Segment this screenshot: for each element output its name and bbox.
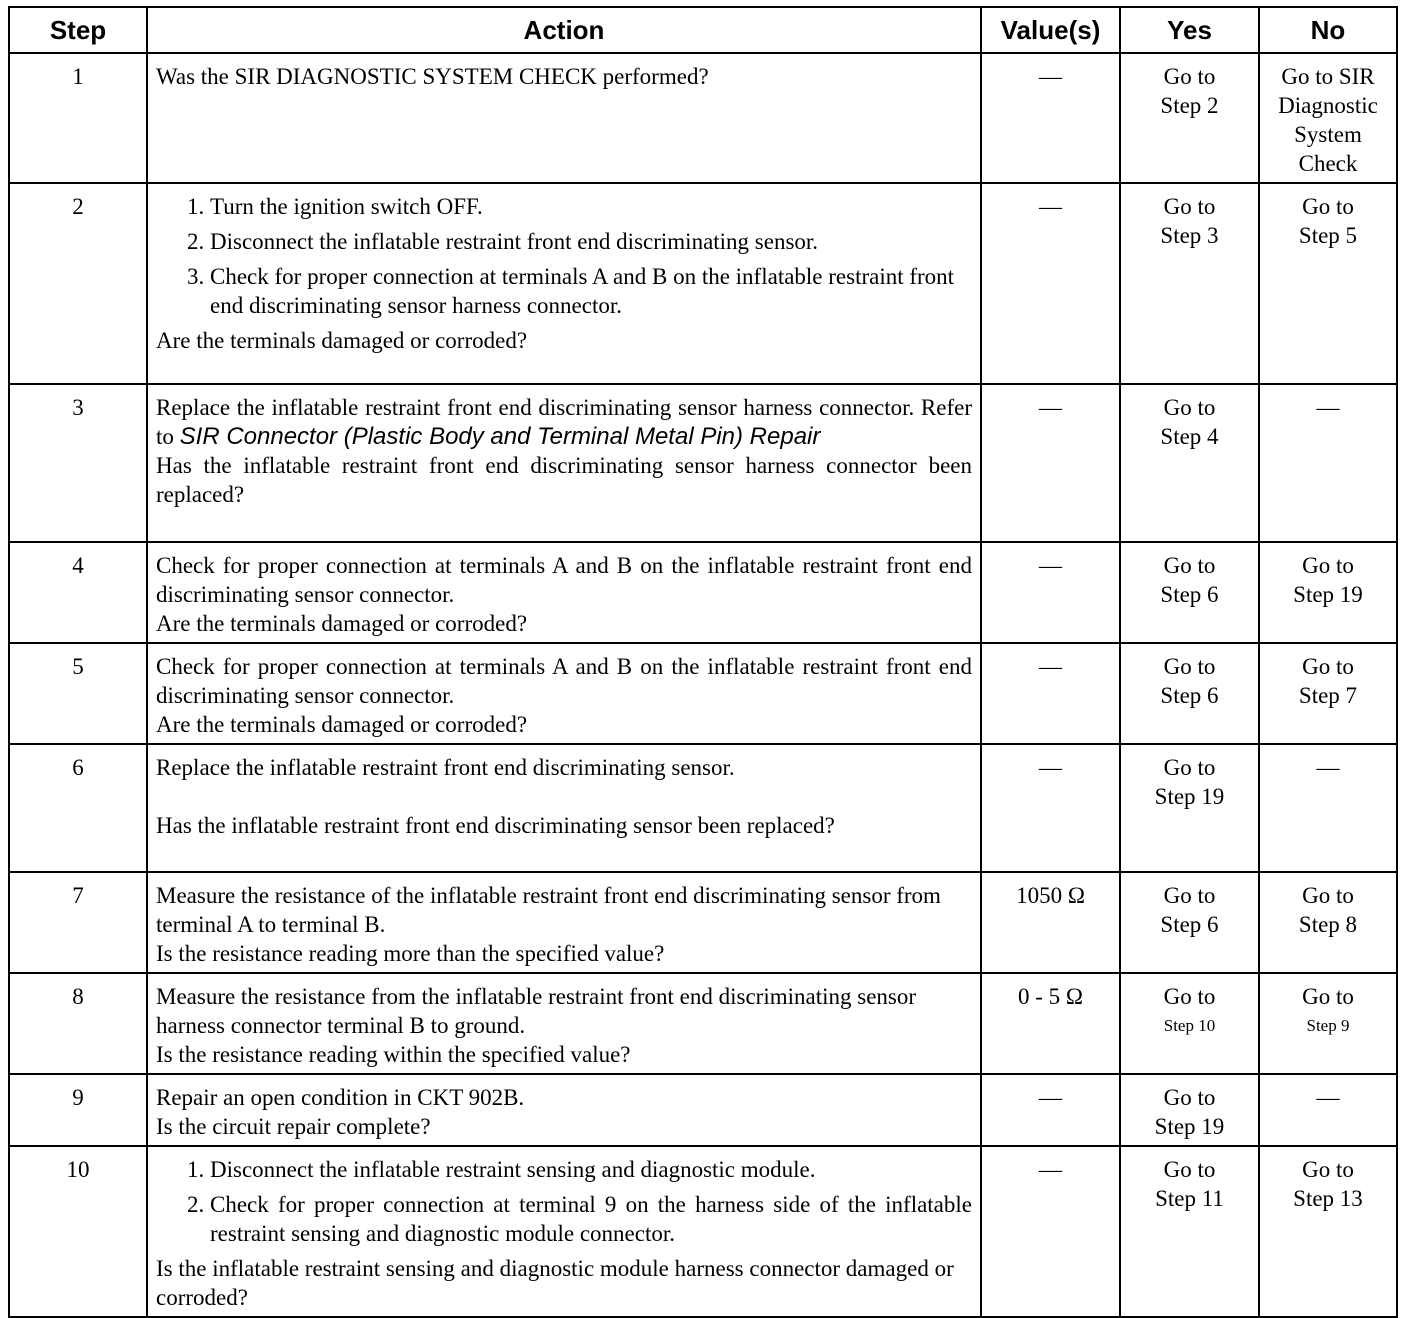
yes-line: Step 6 <box>1160 582 1219 607</box>
no-line: Go to SIR <box>1281 64 1375 89</box>
step-number: 8 <box>9 973 147 1074</box>
header-no: No <box>1259 7 1397 53</box>
yes-line: Step 11 <box>1155 1186 1224 1211</box>
action-question: Are the terminals damaged or corroded? <box>156 712 528 737</box>
header-values: Value(s) <box>981 7 1120 53</box>
action-cell <box>147 1074 981 1146</box>
action-cell <box>147 973 981 1074</box>
value-cell: 1050 Ω <box>981 872 1120 973</box>
yes-line: Step 19 <box>1154 1114 1225 1139</box>
no-cell <box>1259 53 1397 183</box>
no-cell <box>1259 1146 1397 1317</box>
step-number: 5 <box>9 643 147 744</box>
table-row <box>9 744 1397 872</box>
yes-line: Step 6 <box>1160 912 1219 937</box>
yes-line: Step 19 <box>1154 784 1225 809</box>
step-number: 7 <box>9 872 147 973</box>
table-row <box>9 384 1397 542</box>
no-line: Diagnostic <box>1278 93 1378 118</box>
no-line: Step 9 <box>1306 1016 1350 1035</box>
no-line: — <box>1316 755 1340 780</box>
action-cell <box>147 542 981 643</box>
step-number: 3 <box>9 384 147 542</box>
no-line: Step 7 <box>1298 683 1358 708</box>
action-cell <box>147 872 981 973</box>
table-row <box>9 1074 1397 1146</box>
action-text: Was the SIR DIAGNOSTIC SYSTEM CHECK performed? <box>156 64 709 89</box>
action-text: Repair an open condition in CKT 902B. <box>156 1085 525 1110</box>
no-line: Check <box>1298 151 1358 176</box>
yes-line: Go to <box>1163 1085 1216 1110</box>
diagnostic-table <box>8 6 1398 1318</box>
action-text: Check for proper connection at terminals A and B on the inflatable restraint front end discriminating sensor connector. <box>156 553 972 607</box>
step-number: 9 <box>9 1074 147 1146</box>
table-row <box>9 1146 1397 1317</box>
yes-cell <box>1120 53 1259 183</box>
value-cell: — <box>981 1146 1120 1317</box>
yes-cell <box>1120 643 1259 744</box>
no-cell <box>1259 744 1397 872</box>
header-action: Action <box>147 7 981 53</box>
value-cell: — <box>981 384 1120 542</box>
step-number: 2 <box>9 183 147 384</box>
table-row <box>9 542 1397 643</box>
table-row <box>9 53 1397 183</box>
action-step-item: 1. Turn the ignition switch OFF. <box>210 192 972 221</box>
value-cell: — <box>981 542 1120 643</box>
yes-line: Go to <box>1163 984 1216 1009</box>
no-line: Step 5 <box>1298 223 1358 248</box>
yes-cell <box>1120 183 1259 384</box>
action-text: Replace the inflatable restraint front end discriminating sensor. <box>156 755 735 780</box>
action-step-item: 2. Check for proper connection at terminal 9 on the harness side of the inflatable restraint sensing and diagnostic module connector. <box>210 1190 972 1248</box>
table-row <box>9 973 1397 1074</box>
action-text: Measure the resistance of the inflatable restraint front end discriminating sensor from terminal A to terminal B. <box>156 883 941 937</box>
no-line: — <box>1316 1085 1340 1110</box>
no-line: System <box>1294 122 1362 147</box>
yes-cell <box>1120 872 1259 973</box>
action-cell <box>147 384 981 542</box>
action-text: Check for proper connection at terminals A and B on the inflatable restraint front end discriminating sensor connector. <box>156 654 972 708</box>
no-line: Go to <box>1302 654 1354 679</box>
value-cell: — <box>981 1074 1120 1146</box>
header-yes: Yes <box>1120 7 1259 53</box>
no-cell <box>1259 872 1397 973</box>
action-cell <box>147 1146 981 1317</box>
yes-cell <box>1120 1146 1259 1317</box>
no-cell <box>1259 643 1397 744</box>
no-line: Step 19 <box>1293 582 1363 607</box>
action-question: Has the inflatable restraint front end discriminating sensor harness connector been replaced? <box>156 453 972 507</box>
yes-line: Go to <box>1163 755 1216 780</box>
no-line: Go to <box>1302 194 1354 219</box>
yes-line: Go to <box>1163 64 1216 89</box>
no-line: — <box>1316 395 1340 420</box>
yes-line: Go to <box>1163 395 1216 420</box>
repair-reference-link[interactable]: SIR Connector (Plastic Body and Terminal Metal Pin) Repair <box>179 423 821 450</box>
action-question: Are the terminals damaged or corroded? <box>156 611 528 636</box>
no-line: Go to <box>1302 883 1354 908</box>
action-question: Is the inflatable restraint sensing and diagnostic module harness connector damaged or corroded? <box>156 1256 954 1310</box>
yes-line: Step 6 <box>1160 683 1219 708</box>
yes-line: Step 3 <box>1160 223 1219 248</box>
yes-line: Go to <box>1163 1157 1216 1182</box>
action-cell <box>147 744 981 872</box>
step-number: 6 <box>9 744 147 872</box>
step-number: 4 <box>9 542 147 643</box>
value-cell: — <box>981 643 1120 744</box>
header-step: Step <box>9 7 147 53</box>
action-cell <box>147 53 981 183</box>
yes-line: Go to <box>1163 553 1216 578</box>
yes-cell <box>1120 542 1259 643</box>
no-line: Go to <box>1302 984 1354 1009</box>
action-steps-list <box>156 1155 972 1248</box>
step-number: 10 <box>9 1146 147 1317</box>
no-line: Step 13 <box>1293 1186 1363 1211</box>
yes-cell <box>1120 1074 1259 1146</box>
value-cell: — <box>981 744 1120 872</box>
action-text: Replace the inflatable restraint front end discriminating sensor harness connector. Refer to <box>156 395 972 449</box>
table-row <box>9 872 1397 973</box>
yes-line: Step 2 <box>1160 93 1219 118</box>
action-question: Has the inflatable restraint front end discriminating sensor been replaced? <box>156 813 835 838</box>
action-step-item: 3. Check for proper connection at terminals A and B on the inflatable restraint front end discriminating sensor harness connector. <box>210 262 972 320</box>
no-cell <box>1259 973 1397 1074</box>
yes-line: Go to <box>1163 883 1216 908</box>
step-number: 1 <box>9 53 147 183</box>
no-cell <box>1259 183 1397 384</box>
action-question: Is the resistance reading within the specified value? <box>156 1042 631 1067</box>
no-line: Go to <box>1302 1157 1354 1182</box>
yes-line: Step 10 <box>1163 1016 1216 1035</box>
value-cell: — <box>981 183 1120 384</box>
yes-cell <box>1120 384 1259 542</box>
action-cell <box>147 643 981 744</box>
no-cell <box>1259 384 1397 542</box>
no-line: Go to <box>1302 553 1354 578</box>
yes-line: Step 4 <box>1160 424 1219 449</box>
yes-line: Go to <box>1163 194 1216 219</box>
yes-cell <box>1120 744 1259 872</box>
table-row <box>9 183 1397 384</box>
yes-line: Go to <box>1163 654 1216 679</box>
table-row <box>9 643 1397 744</box>
header-row <box>9 7 1397 53</box>
yes-cell <box>1120 973 1259 1074</box>
no-line: Step 8 <box>1298 912 1358 937</box>
no-cell <box>1259 1074 1397 1146</box>
action-question: Is the resistance reading more than the specified value? <box>156 941 665 966</box>
action-question: Are the terminals damaged or corroded? <box>156 328 528 353</box>
action-steps-list <box>156 192 972 320</box>
action-step-item: 2. Disconnect the inflatable restraint front end discriminating sensor. <box>210 227 972 256</box>
action-question: Is the circuit repair complete? <box>156 1114 431 1139</box>
no-cell <box>1259 542 1397 643</box>
action-text: Measure the resistance from the inflatable restraint front end discriminating sensor harness connector terminal B to ground. <box>156 984 917 1038</box>
value-cell: — <box>981 53 1120 183</box>
value-cell: 0 - 5 Ω <box>981 973 1120 1074</box>
action-cell <box>147 183 981 384</box>
action-step-item: 1. Disconnect the inflatable restraint sensing and diagnostic module. <box>210 1155 972 1184</box>
